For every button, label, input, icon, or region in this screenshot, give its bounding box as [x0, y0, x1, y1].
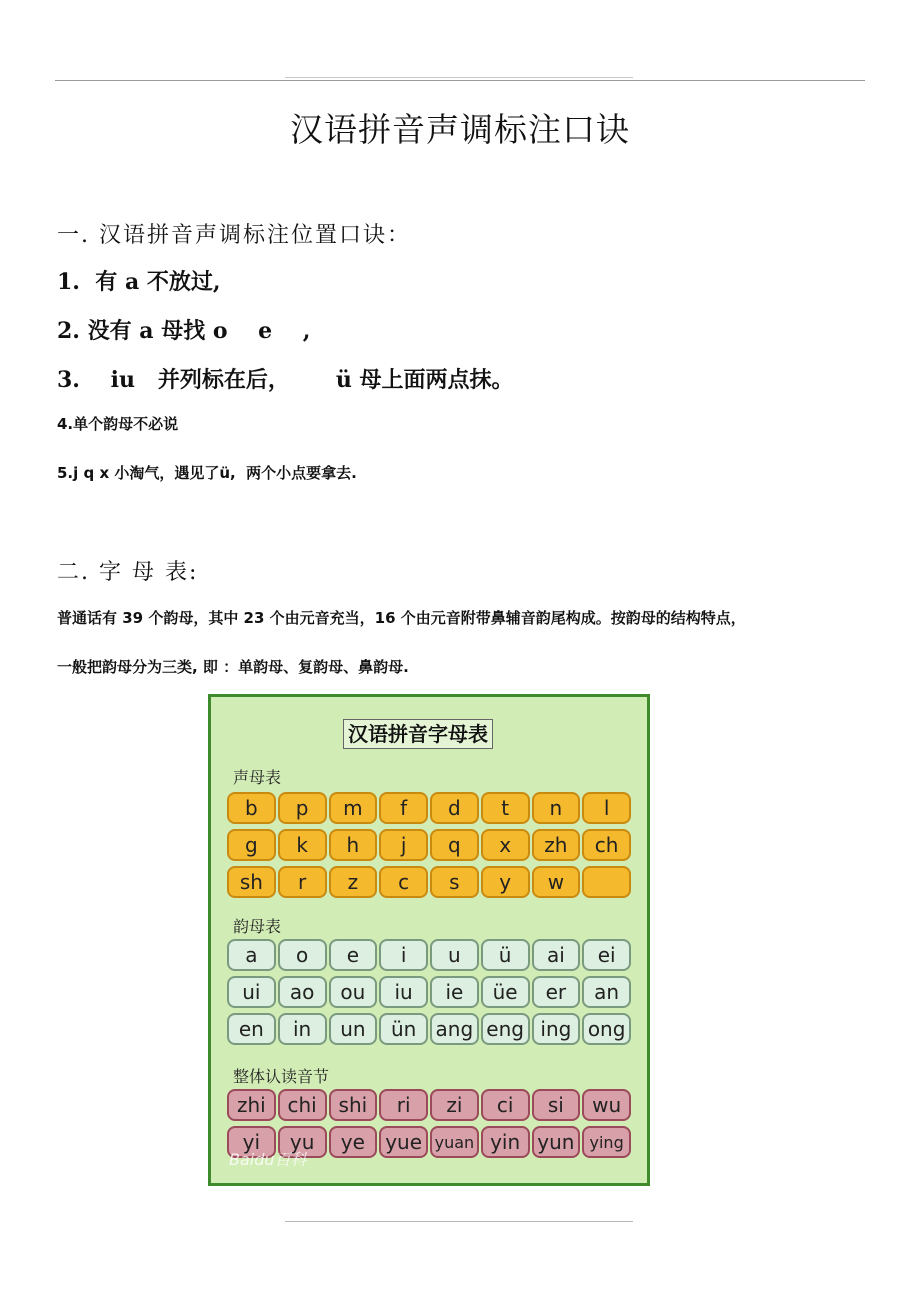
pinyin-cell: zh — [532, 829, 581, 861]
pinyin-cell: ün — [379, 1013, 428, 1045]
pinyin-cell: t — [481, 792, 530, 824]
finals-row — [227, 976, 633, 1008]
rhyme-line-5: 5.j q x 小淘气，遇见了ü, 两个小点要拿去. — [57, 464, 357, 482]
pinyin-cell: f — [379, 792, 428, 824]
watermark: Baidu百科 — [229, 1150, 307, 1169]
pinyin-cell: n — [532, 792, 581, 824]
pinyin-cell: q — [430, 829, 479, 861]
footer-rule — [285, 1221, 633, 1222]
pinyin-cell: w — [532, 866, 581, 898]
pinyin-cell: u — [430, 939, 479, 971]
header-rule-inner — [285, 77, 633, 78]
pinyin-cell: z — [329, 866, 378, 898]
rhyme-line-2: 2. 没有 a 母找 o e , — [57, 318, 311, 344]
pinyin-cell: k — [278, 829, 327, 861]
pinyin-cell: yue — [379, 1126, 428, 1158]
pinyin-cell: o — [278, 939, 327, 971]
pinyin-cell: p — [278, 792, 327, 824]
pinyin-cell: yu — [278, 1126, 327, 1158]
pinyin-cell: y — [481, 866, 530, 898]
pinyin-cell: l — [582, 792, 631, 824]
pinyin-cell: wu — [582, 1089, 631, 1121]
pinyin-cell: ch — [582, 829, 631, 861]
pinyin-cell: ye — [329, 1126, 378, 1158]
header-rule — [55, 80, 865, 81]
pinyin-cell: an — [582, 976, 631, 1008]
pinyin-cell: üe — [481, 976, 530, 1008]
pinyin-cell: er — [532, 976, 581, 1008]
pinyin-cell: yi — [227, 1126, 276, 1158]
pinyin-cell: ying — [582, 1126, 631, 1158]
pinyin-cell: ang — [430, 1013, 479, 1045]
pinyin-cell: ri — [379, 1089, 428, 1121]
pinyin-cell: ie — [430, 976, 479, 1008]
initials-row — [227, 829, 633, 861]
pinyin-cell: c — [379, 866, 428, 898]
pinyin-cell: chi — [278, 1089, 327, 1121]
pinyin-cell: a — [227, 939, 276, 971]
chart-title: 汉语拼音字母表 — [343, 719, 493, 749]
pinyin-cell: ci — [481, 1089, 530, 1121]
rhyme-line-1: 1. 有 a 不放过, — [57, 269, 221, 295]
pinyin-cell: h — [329, 829, 378, 861]
finals-row — [227, 939, 633, 971]
pinyin-cell: e — [329, 939, 378, 971]
rhyme-line-3: 3. iu 并列标在后， ü 母上面两点抹。 — [57, 367, 514, 393]
pinyin-cell: i — [379, 939, 428, 971]
pinyin-cell: yuan — [430, 1126, 479, 1158]
finals-row — [227, 1013, 633, 1045]
pinyin-cell: g — [227, 829, 276, 861]
finals-label: 韵母表 — [233, 917, 282, 936]
pinyin-cell: ai — [532, 939, 581, 971]
pinyin-cell: un — [329, 1013, 378, 1045]
section1-heading: 一. 汉语拼音声调标注位置口诀： — [57, 223, 411, 248]
pinyin-cell: eng — [481, 1013, 530, 1045]
pinyin-cell: en — [227, 1013, 276, 1045]
pinyin-cell: yun — [532, 1126, 581, 1158]
pinyin-cell: m — [329, 792, 378, 824]
pinyin-chart-image — [208, 694, 650, 1186]
initials-row — [227, 792, 633, 824]
pinyin-cell: si — [532, 1089, 581, 1121]
rhyme-line-4: 4.单个韵母不必说 — [57, 415, 179, 433]
pinyin-cell: ui — [227, 976, 276, 1008]
pinyin-cell: r — [278, 866, 327, 898]
pinyin-cell: iu — [379, 976, 428, 1008]
pinyin-cell: d — [430, 792, 479, 824]
pinyin-cell: b — [227, 792, 276, 824]
pinyin-cell: ong — [582, 1013, 631, 1045]
pinyin-cell: ü — [481, 939, 530, 971]
pinyin-cell: sh — [227, 866, 276, 898]
section2-paragraph-1: 普通话有 39 个韵母，其中 23 个由元音充当，16 个由元音附带鼻辅音韵尾构成。按韵母的结构特点， — [57, 609, 746, 627]
pinyin-cell — [582, 866, 631, 898]
pinyin-cell: s — [430, 866, 479, 898]
pinyin-cell: ei — [582, 939, 631, 971]
initials-label: 声母表 — [233, 768, 282, 787]
pinyin-cell: j — [379, 829, 428, 861]
syllables-row — [227, 1089, 633, 1121]
section2-heading: 二. 字 母 表: — [57, 560, 199, 585]
pinyin-cell: in — [278, 1013, 327, 1045]
pinyin-cell: ing — [532, 1013, 581, 1045]
pinyin-cell: zi — [430, 1089, 479, 1121]
pinyin-cell: ao — [278, 976, 327, 1008]
section2-paragraph-2: 一般把韵母分为三类, 即 ：单韵母、复韵母、鼻韵母. — [57, 658, 409, 676]
syllables-label: 整体认读音节 — [233, 1067, 330, 1086]
pinyin-cell: yin — [481, 1126, 530, 1158]
pinyin-cell: zhi — [227, 1089, 276, 1121]
pinyin-cell: x — [481, 829, 530, 861]
pinyin-cell: ou — [329, 976, 378, 1008]
page-title: 汉语拼音声调标注口诀 — [290, 110, 630, 149]
initials-row — [227, 866, 633, 898]
pinyin-cell: shi — [329, 1089, 378, 1121]
